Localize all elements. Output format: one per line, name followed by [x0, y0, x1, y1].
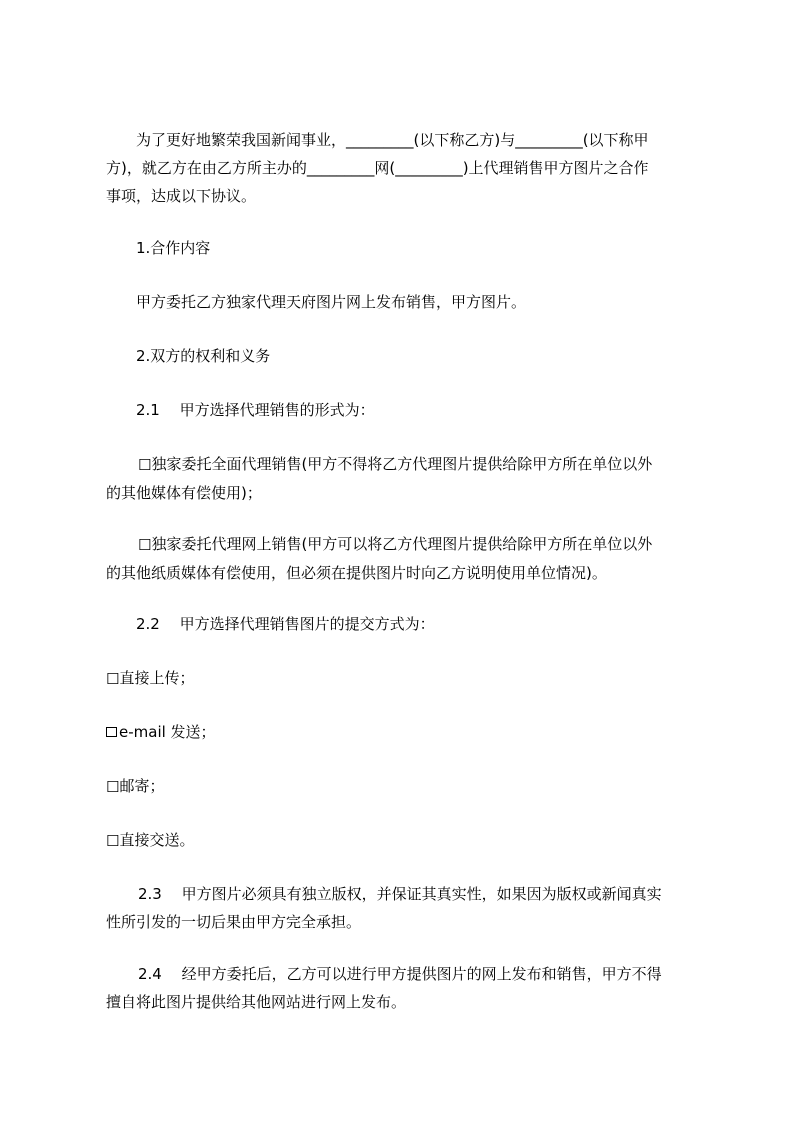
- submit-mail-line: [106, 772, 698, 801]
- clause-2-1-text: 2.1 甲方选择代理销售的形式为：: [136, 401, 375, 419]
- section-1-body: [106, 288, 698, 316]
- clause-2-4-line-2: 擅自将此图片提供给其他网站进行网上发布。: [106, 993, 407, 1011]
- submit-email-line: [106, 718, 698, 746]
- clause-2-4-line-1: 2.4 经甲方委托后，乙方可以进行甲方提供图片的网上发布和销售，甲方不得: [138, 965, 662, 983]
- checkbox-icon[interactable]: ☐: [106, 778, 120, 796]
- option-full-agency: [106, 450, 698, 507]
- clause-2-3: [106, 880, 698, 936]
- intro-line-3: 事项，达成以下协议。: [106, 187, 257, 205]
- submit-email-text: e-mail 发送；: [119, 723, 216, 741]
- option-full-agency-line-2: 的其他媒体有偿使用)；: [106, 484, 262, 502]
- checkbox-icon[interactable]: ☐: [138, 456, 152, 474]
- clause-2-2-text: 2.2 甲方选择代理销售图片的提交方式为：: [136, 615, 435, 633]
- option-online-agency-line-1: [106, 530, 698, 559]
- submit-email: [106, 718, 698, 746]
- submit-direct-upload: [106, 664, 698, 693]
- intro-paragraph: [106, 126, 698, 210]
- clause-2-2: [106, 610, 698, 638]
- section-1-heading-text: 1.合作内容: [136, 239, 211, 257]
- intro-line-1: 为了更好地繁荣我国新闻事业，_________(以下称乙方)与_________(以下称甲: [136, 131, 649, 149]
- checkbox-icon[interactable]: ☐: [106, 670, 120, 688]
- checkbox-icon[interactable]: [106, 727, 117, 737]
- submit-direct-upload-text: 直接上传；: [119, 669, 195, 687]
- intro-line-2: 方)，就乙方在由乙方所主办的_________网(_________)上代理销售甲方图片之合作: [106, 159, 649, 177]
- submit-hand-delivery-text: 直接交送。: [119, 831, 195, 849]
- section-1-heading: [106, 234, 698, 262]
- checkbox-icon[interactable]: ☐: [138, 536, 152, 554]
- option-online-agency: [106, 530, 698, 587]
- option-online-agency-text: 独家委托代理网上销售(甲方可以将乙方代理图片提供给除甲方所在单位以外: [151, 535, 653, 553]
- clause-2-4: [106, 960, 698, 1016]
- section-2-heading-text: 2.双方的权利和义务: [136, 347, 271, 365]
- clause-2-3-line-1: 2.3 甲方图片必须具有独立版权，并保证其真实性，如果因为版权或新闻真实: [138, 885, 662, 903]
- clause-2-1: [106, 396, 698, 424]
- submit-mail-text: 邮寄；: [119, 777, 165, 795]
- clause-2-3-line-2: 性所引发的一切后果由甲方完全承担。: [106, 913, 362, 931]
- option-online-agency-line-2: 的其他纸质媒体有偿使用，但必须在提供图片时向乙方说明使用单位情况)。: [106, 564, 607, 582]
- section-1-body-text: 甲方委托乙方独家代理天府图片网上发布销售，甲方图片。: [136, 293, 527, 311]
- option-full-agency-text: 独家委托全面代理销售(甲方不得将乙方代理图片提供给除甲方所在单位以外: [151, 455, 653, 473]
- checkbox-icon[interactable]: ☐: [106, 832, 120, 850]
- section-2-heading: [106, 342, 698, 370]
- option-full-agency-line-1: [106, 450, 698, 479]
- submit-hand-delivery: [106, 826, 698, 855]
- submit-mail: [106, 772, 698, 801]
- submit-direct-upload-line: [106, 664, 698, 693]
- submit-hand-delivery-line: [106, 826, 698, 855]
